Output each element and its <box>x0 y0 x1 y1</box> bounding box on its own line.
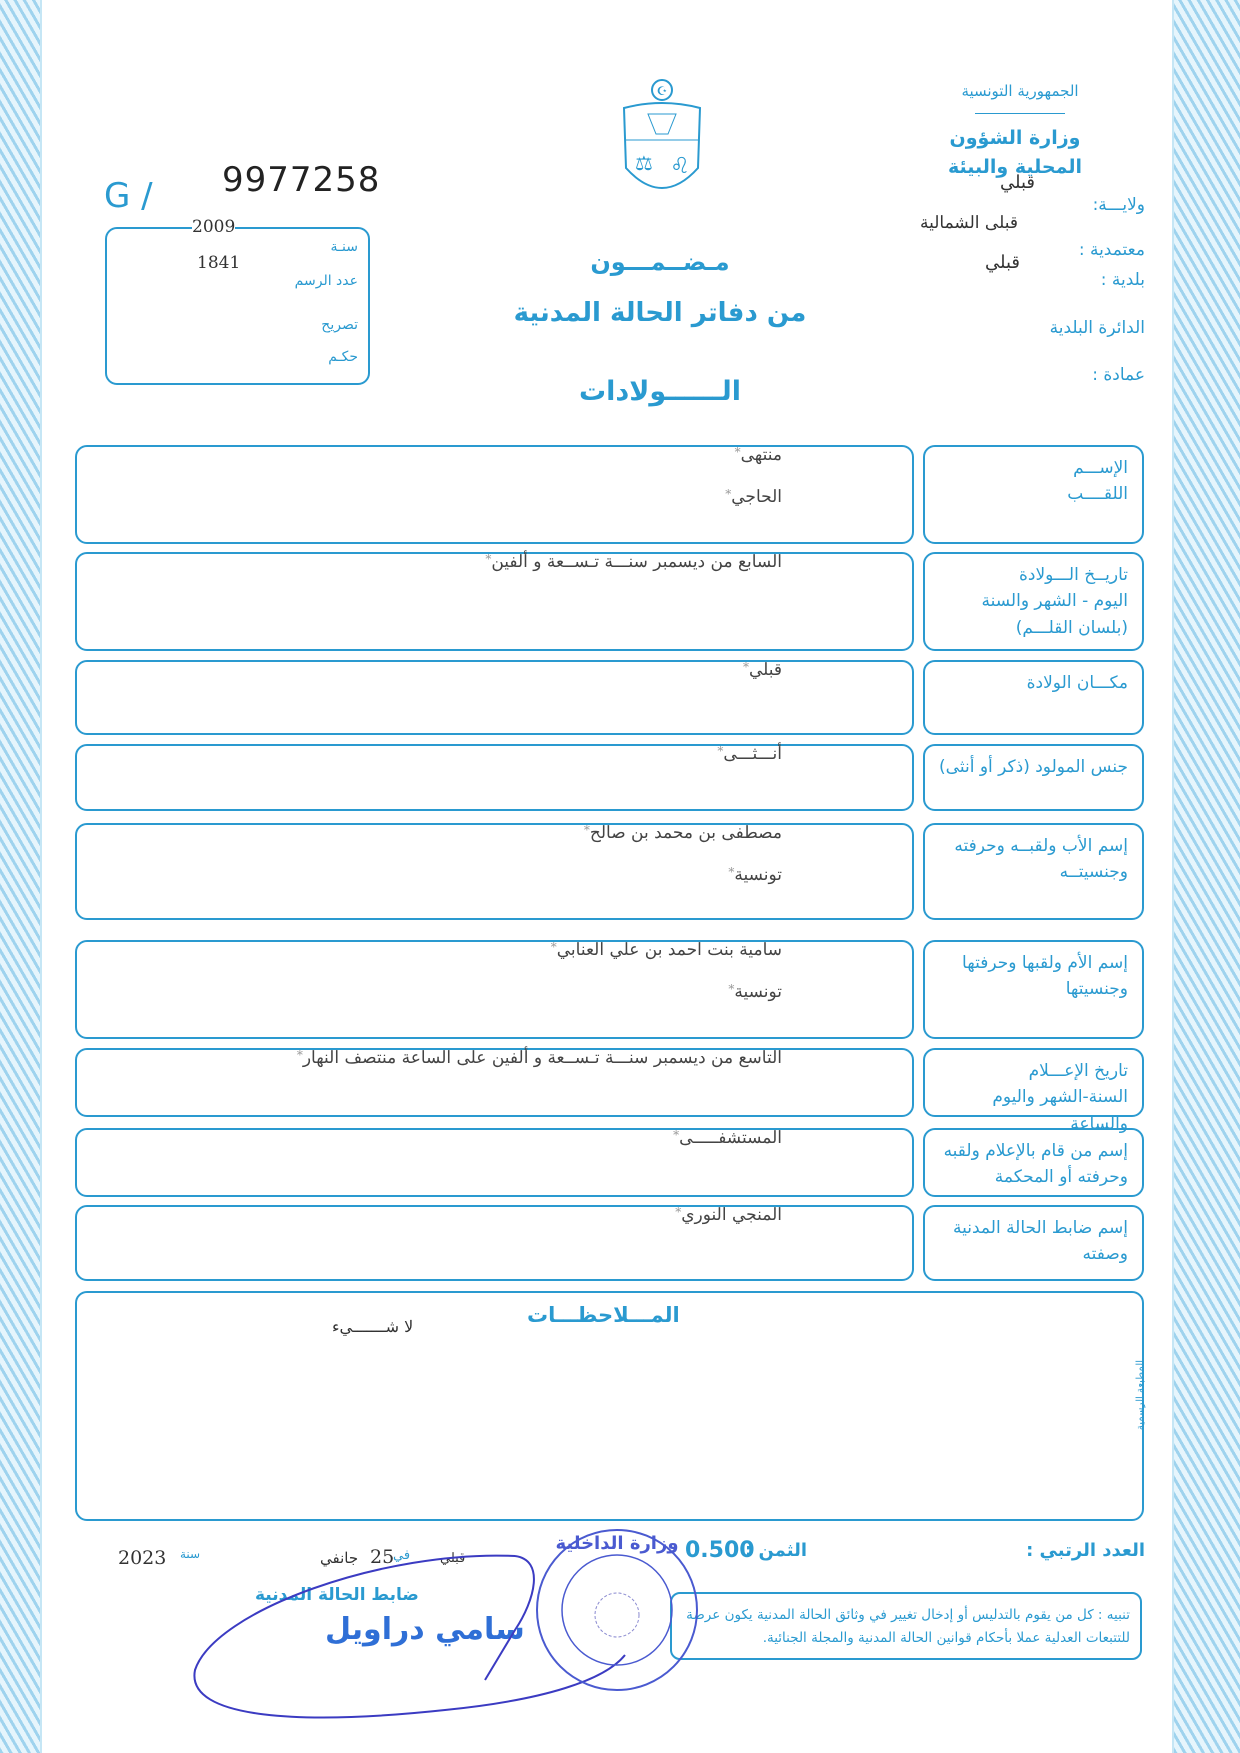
row-value-mother: تونسية * <box>728 982 782 1002</box>
svg-text:☪: ☪ <box>656 84 668 98</box>
price-value: 0.500 <box>685 1538 755 1563</box>
row-label-box-declarant <box>923 1128 1144 1197</box>
row-value-box-declarant <box>75 1128 914 1197</box>
row-value-gender: أنـــثـــى * <box>717 744 782 764</box>
row-value-birth-place: قبلي * <box>743 660 782 680</box>
imada-label: عمادة : <box>1092 365 1145 385</box>
wilaya-label: ولايـــة: <box>1092 195 1145 215</box>
svg-text:♌: ♌ <box>670 154 690 179</box>
title-registers: من دفاتر الحالة المدنية <box>513 298 807 328</box>
price-label: الثمن : <box>745 1540 808 1561</box>
divider <box>975 113 1065 114</box>
row-value-box-birth-date <box>75 552 914 651</box>
remarks-title: المـــلاحظـــات <box>527 1303 680 1327</box>
official-stamp <box>532 1525 702 1695</box>
municipality-label: بلدية : <box>1100 270 1145 290</box>
issue-year-label: سنة <box>180 1547 201 1561</box>
row-value-name: منتهى * <box>735 445 782 465</box>
row-label-father: إسم الأب ولقبــه وحرفته وجنسيتــه <box>954 836 1128 883</box>
title-summary: مـضــمـــون <box>590 248 730 276</box>
row-label-box-birth-date <box>923 552 1144 651</box>
row-label-box-mother <box>923 940 1144 1039</box>
row-label-mother: إسم الأم ولقبها وحرفتها وجنسيتها <box>962 953 1128 1000</box>
row-label-birth-date: تاريــخ الـــولادة اليوم - الشهر والسنة (بلسان القلـــم) <box>981 565 1128 638</box>
remarks-box <box>75 1291 1144 1521</box>
municipality-value: قبلي <box>985 252 1020 273</box>
ministry-label: وزارة الشؤون المحلية والبيئة <box>948 127 1082 178</box>
row-value-box-declaration-date <box>75 1048 914 1117</box>
row-label-declarant: إسم من قام بالإعلام ولقبه وحرفته أو المحكمة <box>943 1141 1128 1188</box>
row-value-box-gender <box>75 744 914 811</box>
row-label-name: الإســـم اللقــــب <box>1067 458 1128 505</box>
record-box <box>105 217 370 385</box>
row-value-declaration-date: التاسع من ديسمبر سنـــة تـســعة و ألفين على الساعة منتصف النهار * <box>297 1048 782 1068</box>
title-births: الــــــولادات <box>578 376 742 407</box>
issue-day: 25 <box>370 1546 395 1568</box>
row-label-box-name <box>923 445 1144 544</box>
row-value-father: مصطفى بن محمد بن صالح * <box>584 823 782 843</box>
row-value-name: الحاجي * <box>725 487 782 507</box>
row-label-birth-place: مكـــان الولادة <box>1026 673 1128 693</box>
declaration-label: تصريح <box>321 317 358 333</box>
row-label-box-birth-place <box>923 660 1144 735</box>
district-label: الدائرة البلدية <box>1049 318 1145 338</box>
serial-number: 9977258 <box>222 160 381 200</box>
record-number-label: عدد الرسم <box>294 273 358 289</box>
row-label-box-declaration-date <box>923 1048 1144 1134</box>
officer-name-stamp: سامي دراويل <box>325 1612 525 1647</box>
year-value: 2009 <box>192 217 236 237</box>
row-value-box-mother <box>75 940 914 1039</box>
serial-prefix: G / <box>104 176 153 216</box>
stamp-text: وزارة الداخلية <box>555 1533 679 1554</box>
remarks-value: لا شـــــــيء <box>332 1317 414 1336</box>
row-value-box-registrar <box>75 1205 914 1281</box>
year-label: سنـة <box>330 239 358 255</box>
row-label-box-father <box>923 823 1144 920</box>
row-label-declaration-date: تاريخ الإعـــلام السنة-الشهر واليوم والساعة <box>992 1061 1128 1134</box>
printer-mark: المطبعة الرسمية <box>1135 1360 1146 1431</box>
issue-month: جانفي <box>320 1549 359 1567</box>
warning-text: تنبيه : كل من يقوم بالتدليس أو إدخال تغيير في وثائق الحالة المدنية يكون عرضة للتتبعات العدلية عملا بأحكام قوانين الحالة المدنية والمجلة الجنائية. <box>686 1607 1130 1646</box>
officer-label: ضابط الحالة المدنية <box>255 1585 419 1605</box>
record-number-value: 1841 <box>197 253 241 273</box>
row-value-box-father <box>75 823 914 920</box>
row-value-registrar: المنجي النوري * <box>675 1205 782 1225</box>
issue-year-value: 2023 <box>118 1547 167 1569</box>
row-value-declarant: المستشفـــــى * <box>673 1128 782 1148</box>
row-label-box-registrar <box>923 1205 1144 1281</box>
on-label: في <box>393 1548 411 1563</box>
judgment-label: حكـم <box>328 349 358 365</box>
serial-number-label: العدد الرتبي : <box>1026 1540 1145 1561</box>
delegation-label: معتمدية : <box>1078 240 1145 260</box>
row-label-box-gender <box>923 744 1144 811</box>
issue-place: قبلي <box>440 1551 466 1566</box>
warning-box <box>670 1592 1142 1660</box>
row-value-birth-date: السابع من ديسمبر سنـــة تـســعة و ألفين * <box>485 552 782 572</box>
decorative-border-right <box>1172 0 1240 1753</box>
tunisia-coat-of-arms-icon <box>618 78 706 208</box>
row-label-gender: جنس المولود (ذكر أو أنثى) <box>939 757 1128 777</box>
row-value-box-birth-place <box>75 660 914 735</box>
delegation-value: قبلى الشمالية <box>920 213 1018 233</box>
decorative-border-left <box>0 0 42 1753</box>
svg-text:⚖: ⚖ <box>635 151 653 175</box>
republic-label: الجمهورية التونسية <box>961 82 1079 100</box>
row-value-box-name <box>75 445 914 544</box>
wilaya-value: قبلي <box>1000 172 1035 193</box>
row-value-father: تونسية * <box>728 865 782 885</box>
row-label-registrar: إسم ضابط الحالة المدنية وصفته <box>953 1218 1128 1265</box>
row-value-mother: سامية بنت احمد بن علي العنابي * <box>551 940 782 960</box>
